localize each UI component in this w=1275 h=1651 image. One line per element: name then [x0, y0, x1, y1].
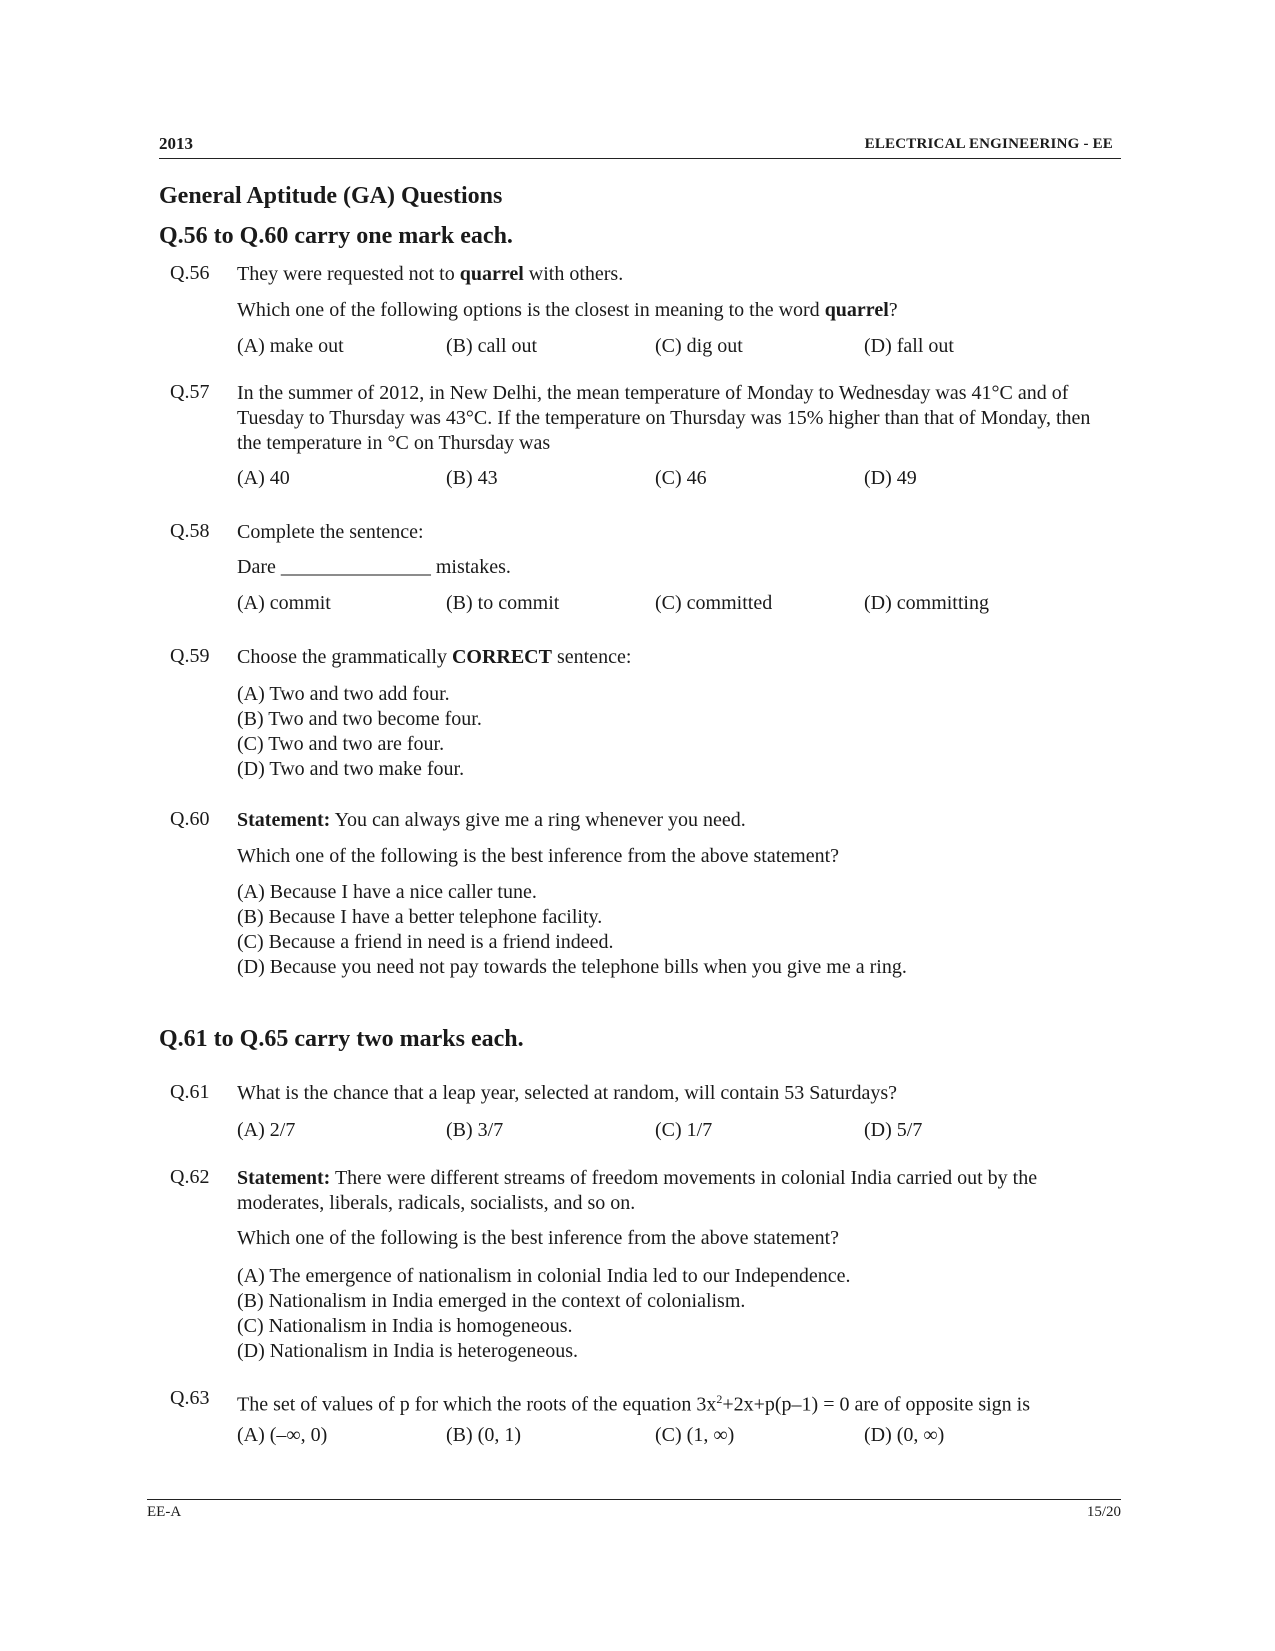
header-subject: ELECTRICAL ENGINEERING - EE: [864, 136, 1113, 152]
question-number: Q.56: [170, 262, 210, 284]
option-b: (B) 43: [446, 467, 498, 489]
options-list: [237, 682, 482, 782]
question-prompt: Which one of the following is the best inference from the above statement?: [237, 845, 840, 867]
option-b: (B) Nationalism in India emerged in the context of colonialism.: [237, 1290, 746, 1312]
question-number: Q.62: [170, 1166, 210, 1188]
question-number: Q.60: [170, 808, 210, 830]
option-c: (C) (1, ∞): [655, 1424, 735, 1446]
section-title: General Aptitude (GA) Questions: [159, 183, 503, 209]
option-a: (A) make out: [237, 335, 344, 357]
option-d: (D) (0, ∞): [864, 1424, 945, 1446]
option-d: (D) 5/7: [864, 1119, 923, 1141]
option-d: (D) committing: [864, 592, 989, 614]
option-d: (D) Two and two make four.: [237, 758, 465, 780]
options-list: [237, 1264, 851, 1364]
option-b: (B) 3/7: [446, 1119, 504, 1141]
footer-divider: [147, 1499, 1121, 1500]
option-c: (C) dig out: [655, 335, 743, 357]
section2-marks-heading: Q.61 to Q.65 carry two marks each.: [159, 1026, 524, 1052]
question-number: Q.61: [170, 1081, 210, 1103]
option-b: (B) (0, 1): [446, 1424, 521, 1446]
option-b: (B) to commit: [446, 592, 560, 614]
option-b: (B) Because I have a better telephone facility.: [237, 906, 603, 928]
option-a: (A) The emergence of nationalism in colonial India led to our Independence.: [237, 1265, 851, 1287]
option-c: (C) 1/7: [655, 1119, 713, 1141]
option-b: (B) Two and two become four.: [237, 708, 482, 730]
option-d: (D) 49: [864, 467, 917, 489]
option-c: (C) Two and two are four.: [237, 733, 445, 755]
option-d: (D) Because you need not pay towards the telephone bills when you give me a ring.: [237, 956, 907, 978]
option-d: (D) Nationalism in India is heterogeneous.: [237, 1340, 579, 1362]
question-number: Q.57: [170, 381, 210, 403]
question-text: What is the chance that a leap year, selected at random, will contain 53 Saturdays?: [237, 1082, 898, 1104]
option-a: (A) (–∞, 0): [237, 1424, 328, 1446]
question-prompt: Which one of the following is the best inference from the above statement?: [237, 1227, 840, 1249]
option-a: (A) 2/7: [237, 1119, 296, 1141]
question-statement: Statement: There were different streams of freedom movements in colonial India carried out by the moderates, liberals, radicals, socialists, and so on.: [237, 1167, 1038, 1214]
question-text: In the summer of 2012, in New Delhi, the mean temperature of Monday to Wednesday was 41°C and of Tuesday to Thursday was 43°C. If the temperature on Thursday was 15% higher than that of Monday, then the temperature in °C on Thursday was: [237, 382, 1091, 454]
option-c: (C) Because a friend in need is a friend indeed.: [237, 931, 614, 953]
header-divider: [159, 158, 1121, 159]
question-number: Q.63: [170, 1387, 210, 1409]
option-c: (C) Nationalism in India is homogeneous.: [237, 1315, 573, 1337]
option-c: (C) committed: [655, 592, 773, 614]
question-text: The set of values of p for which the roots of the equation $3x^2+2x+p(p-1) = 0$ are of opposite sign is: [237, 1392, 1031, 1416]
option-d: (D) fall out: [864, 335, 954, 357]
question-text: They were requested not to quarrel with others.: [237, 263, 624, 285]
question-prompt: Which one of the following options is the closest in meaning to the word quarrel?: [237, 299, 898, 321]
option-a: (A) Because I have a nice caller tune.: [237, 881, 537, 903]
option-a: (A) commit: [237, 592, 331, 614]
option-a: (A) 40: [237, 467, 290, 489]
question-number: Q.59: [170, 645, 210, 667]
section1-marks-heading: Q.56 to Q.60 carry one mark each.: [159, 223, 513, 249]
option-b: (B) call out: [446, 335, 538, 357]
question-statement: Statement: You can always give me a ring whenever you need.: [237, 809, 746, 831]
footer-code: EE-A: [147, 1504, 182, 1520]
page-number: 15/20: [1086, 1504, 1121, 1520]
option-a: (A) Two and two add four.: [237, 683, 450, 705]
option-c: (C) 46: [655, 467, 707, 489]
header-year: 2013: [159, 134, 193, 153]
question-number: Q.58: [170, 520, 210, 542]
question-text: Choose the grammatically CORRECT sentence:: [237, 646, 632, 668]
options-list: [237, 880, 907, 980]
question-text: Complete the sentence:: [237, 521, 424, 543]
sentence-blank: Dare _______________ mistakes.: [237, 556, 511, 578]
